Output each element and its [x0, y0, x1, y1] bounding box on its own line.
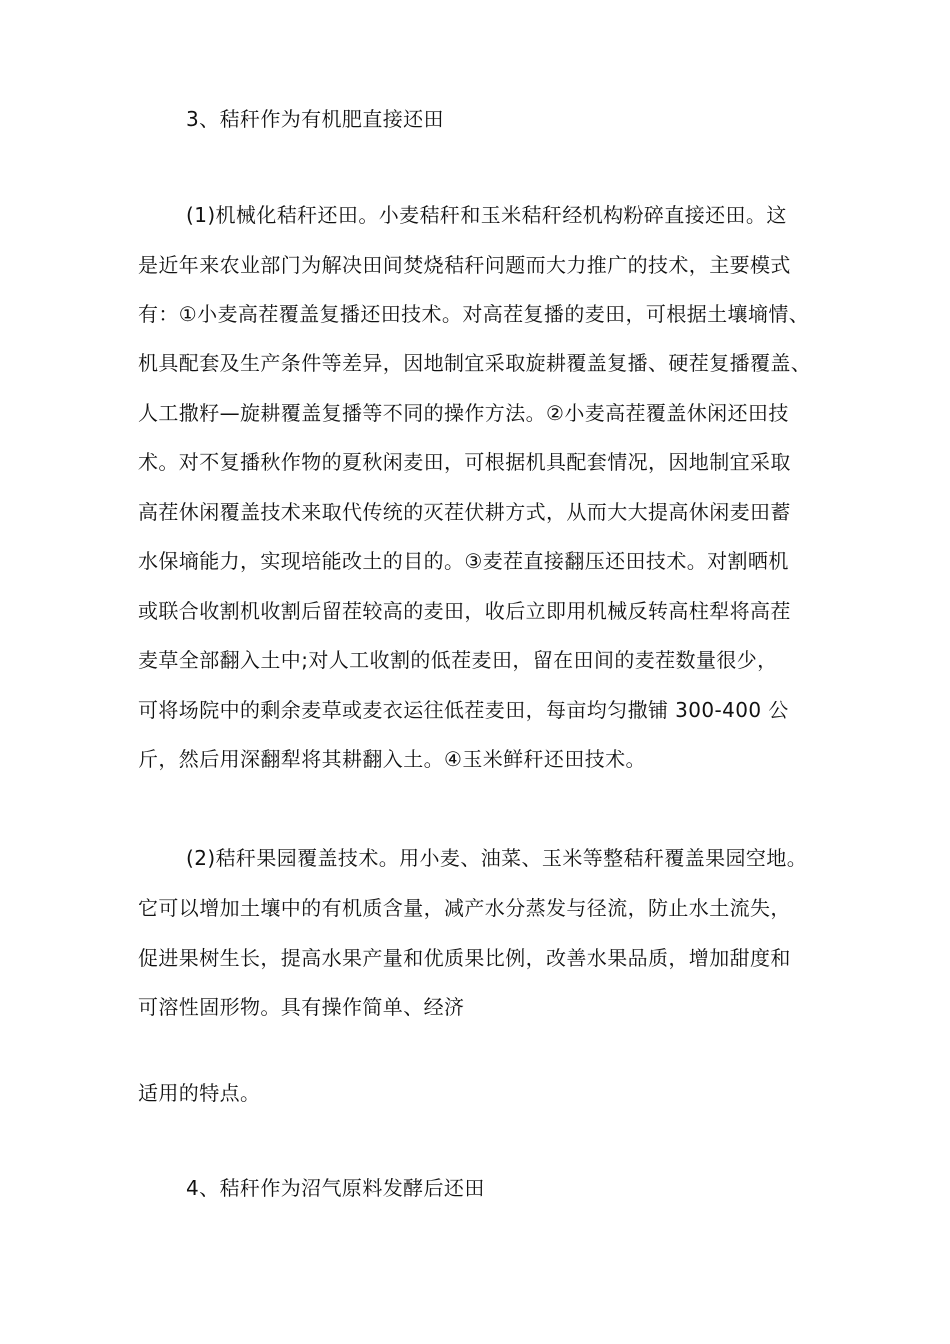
paragraph-line: 高茬休闲覆盖技术来取代传统的灭茬伏耕方式，从而大大提高休闲麦田蓄	[138, 500, 791, 524]
paragraph-line: 斤，然后用深翻犁将其耕翻入土。④玉米鲜秆还田技术。	[138, 747, 646, 771]
paragraph-continuation: 适用的特点。	[138, 1081, 261, 1105]
paragraph-line: 或联合收割机收割后留茬较高的麦田，收后立即用机械反转高柱犁将高茬	[138, 599, 791, 623]
section-heading-3: 3、秸秆作为有机肥直接还田	[186, 107, 444, 131]
paragraph-line: 人工撒籽—旋耕覆盖复播等不同的操作方法。②小麦高茬覆盖休闲还田技	[138, 401, 789, 425]
paragraph-line: 促进果树生长，提高水果产量和优质果比例，改善水果品质，增加甜度和	[138, 946, 791, 970]
section-heading-4: 4、秸秆作为沼气原料发酵后还田	[186, 1176, 485, 1200]
paragraph-line: 有：①小麦高茬覆盖复播还田技术。对高茬复播的麦田，可根据土壤墒情、	[138, 302, 810, 326]
paragraph-line: 可溶性固形物。具有操作简单、经济	[138, 995, 465, 1019]
paragraph-line: 机具配套及生产条件等差异，因地制宜采取旋耕覆盖复播、硬茬复播覆盖、	[138, 351, 812, 375]
paragraph-line: 是近年来农业部门为解决田间焚烧秸秆问题而大力推广的技术，主要模式	[138, 253, 791, 277]
paragraph-line: (2)秸秆果园覆盖技术。用小麦、油菜、玉米等整秸秆覆盖果园空地。	[186, 846, 808, 870]
paragraph-line: (1)机械化秸秆还田。小麦秸秆和玉米秸秆经机构粉碎直接还田。这	[186, 203, 787, 227]
paragraph-line: 麦草全部翻入土中;对人工收割的低茬麦田，留在田间的麦茬数量很少，	[138, 648, 778, 672]
paragraph-line: 它可以增加土壤中的有机质含量，减产水分蒸发与径流，防止水土流失，	[138, 896, 791, 920]
paragraph-line: 术。对不复播秋作物的夏秋闲麦田，可根据机具配套情况，因地制宜采取	[138, 450, 791, 474]
paragraph-line: 可将场院中的剩余麦草或麦衣运往低茬麦田，每亩均匀撒铺 300-400 公	[138, 698, 789, 722]
paragraph-line: 水保墒能力，实现培能改土的目的。③麦茬直接翻压还田技术。对割晒机	[138, 549, 789, 573]
